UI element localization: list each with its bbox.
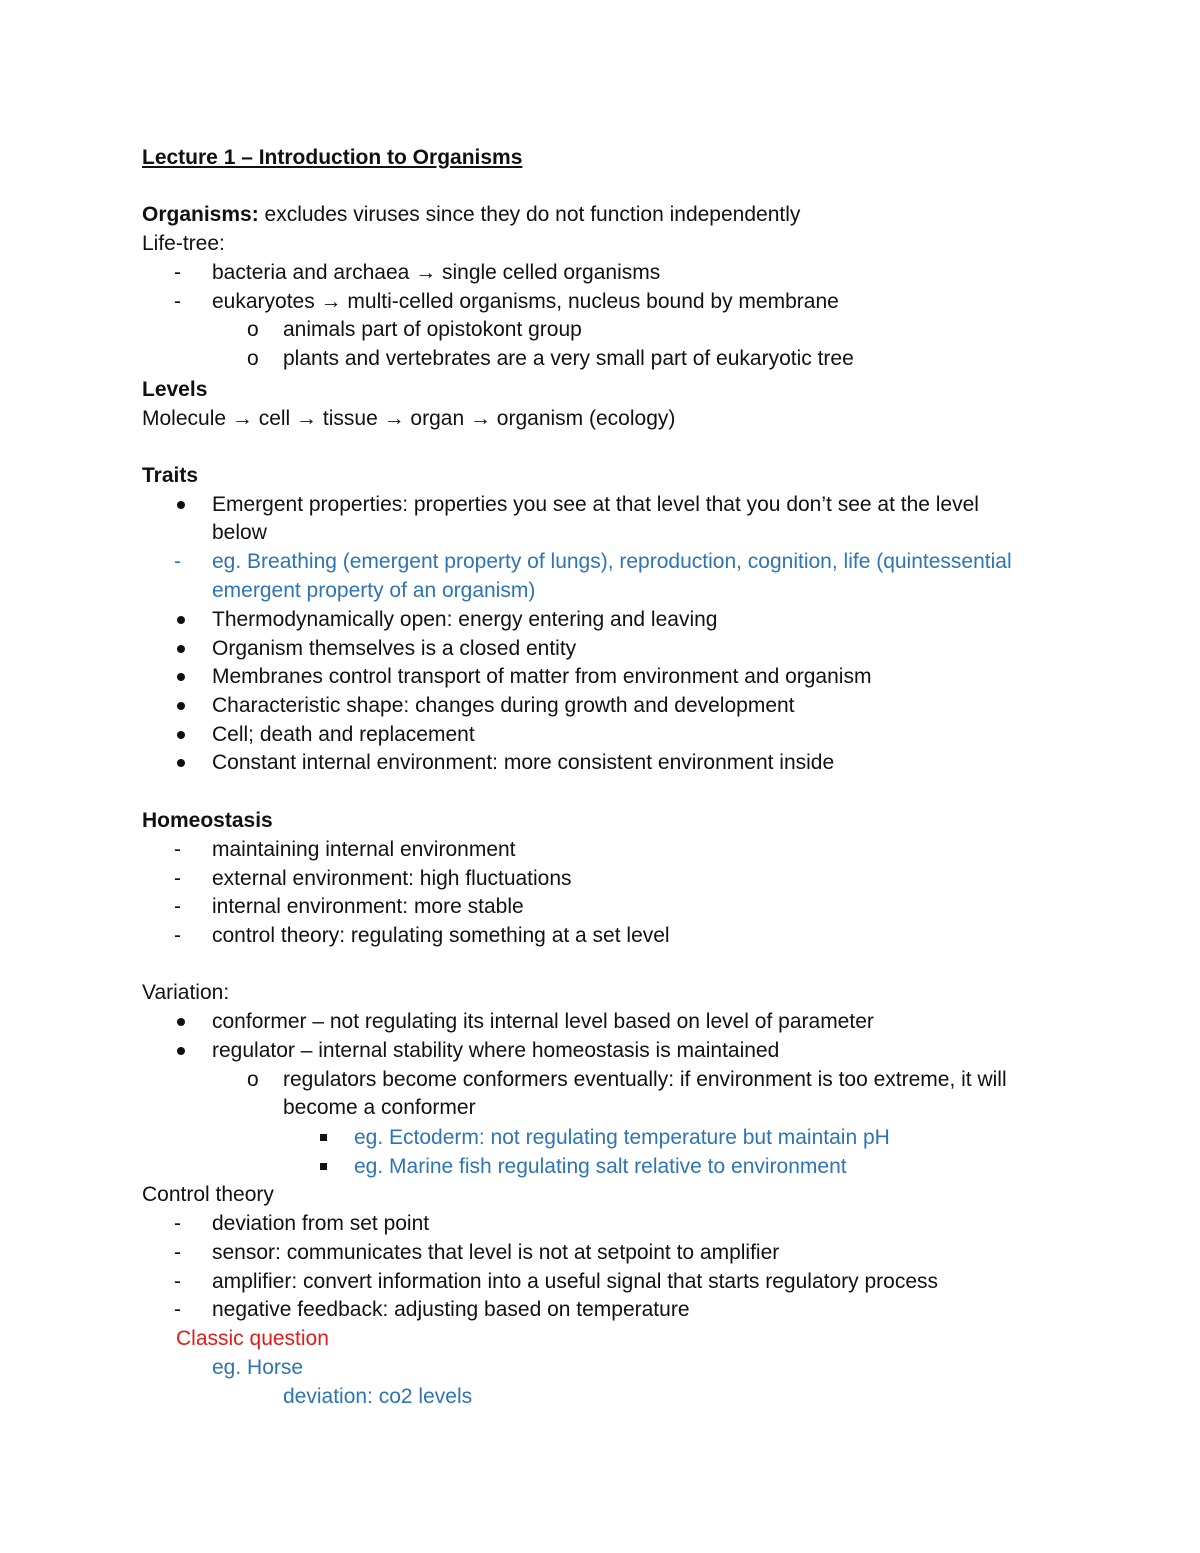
dash-marker: - (174, 1212, 181, 1235)
organisms-label: Organisms: (142, 203, 259, 226)
list-item: conformer – not regulating its internal level based on level of parameter (212, 1010, 874, 1033)
list-item: control theory: regulating something at a set level (212, 924, 670, 947)
dash-marker: - (174, 867, 181, 890)
levels-text: Molecule → cell → tissue → organ → organism (ecology) (142, 407, 676, 430)
list-item-continuation: become a conformer (283, 1096, 476, 1119)
dash-marker: - (174, 1241, 181, 1264)
example-text: eg. Horse (212, 1356, 304, 1379)
list-item: plants and vertebrates are a very small part of eukaryotic tree (283, 347, 854, 370)
list-item: Organism themselves is a closed entity (212, 637, 577, 660)
list-item: internal environment: more stable (212, 895, 524, 918)
bullet-icon (177, 702, 185, 710)
bullet-icon (177, 731, 185, 739)
variation-heading: Variation: (142, 981, 230, 1004)
organisms-text: excludes viruses since they do not function independently (258, 203, 801, 226)
bullet-icon (177, 1018, 185, 1026)
dash-marker: - (174, 261, 181, 284)
classic-question: Classic question (176, 1327, 329, 1350)
list-item: sensor: communicates that level is not at setpoint to amplifier (212, 1241, 780, 1264)
bullet-icon (177, 1047, 185, 1055)
levels-heading: Levels (142, 378, 208, 401)
dash-marker: - (174, 550, 181, 573)
list-item: maintaining internal environment (212, 838, 516, 861)
list-item: Membranes control transport of matter from environment and organism (212, 665, 872, 688)
organisms-line (142, 201, 800, 229)
square-bullet-icon (320, 1134, 327, 1141)
dash-marker: - (174, 1298, 181, 1321)
dash-marker: - (174, 838, 181, 861)
homeostasis-heading: Homeostasis (142, 809, 273, 832)
example-text: eg. Marine fish regulating salt relative to environment (354, 1155, 847, 1178)
bullet-icon (177, 645, 185, 653)
dash-marker: - (174, 895, 181, 918)
list-item: animals part of opistokont group (283, 318, 582, 341)
control-heading: Control theory (142, 1183, 274, 1206)
list-item: Cell; death and replacement (212, 723, 475, 746)
list-item: Characteristic shape: changes during growth and development (212, 694, 795, 717)
list-item: Constant internal environment: more consistent environment inside (212, 751, 835, 774)
list-item: regulators become conformers eventually: if environment is too extreme, it will (283, 1068, 1007, 1091)
bullet-icon (177, 501, 185, 509)
example-text: eg. Ectoderm: not regulating temperature but maintain pH (354, 1126, 890, 1149)
bullet-icon (177, 616, 185, 624)
example-text-continuation: emergent property of an organism) (212, 579, 536, 602)
circle-marker: o (247, 1068, 259, 1091)
list-item: regulator – internal stability where homeostasis is maintained (212, 1039, 780, 1062)
example-text: deviation: co2 levels (283, 1385, 473, 1408)
list-item: external environment: high fluctuations (212, 867, 572, 890)
square-bullet-icon (320, 1163, 327, 1170)
list-item: eukaryotes → multi-celled organisms, nucleus bound by membrane (212, 290, 839, 313)
list-item: deviation from set point (212, 1212, 430, 1235)
dash-marker: - (174, 1270, 181, 1293)
lifetree-heading: Life-tree: (142, 232, 225, 255)
list-item: negative feedback: adjusting based on temperature (212, 1298, 690, 1321)
bullet-icon (177, 759, 185, 767)
dash-marker: - (174, 924, 181, 947)
list-item-continuation: below (212, 521, 267, 544)
list-item: Emergent properties: properties you see at that level that you don’t see at the level (212, 493, 979, 516)
traits-heading: Traits (142, 464, 199, 487)
list-item: amplifier: convert information into a useful signal that starts regulatory process (212, 1270, 939, 1293)
bullet-icon (177, 673, 185, 681)
dash-marker: - (174, 290, 181, 313)
list-item: Thermodynamically open: energy entering and leaving (212, 608, 718, 631)
circle-marker: o (247, 347, 259, 370)
list-item: bacteria and archaea → single celled organisms (212, 261, 661, 284)
page-title: Lecture 1 – Introduction to Organisms (142, 146, 523, 169)
example-text: eg. Breathing (emergent property of lungs), reproduction, cognition, life (quintessential (212, 550, 1012, 573)
circle-marker: o (247, 318, 259, 341)
